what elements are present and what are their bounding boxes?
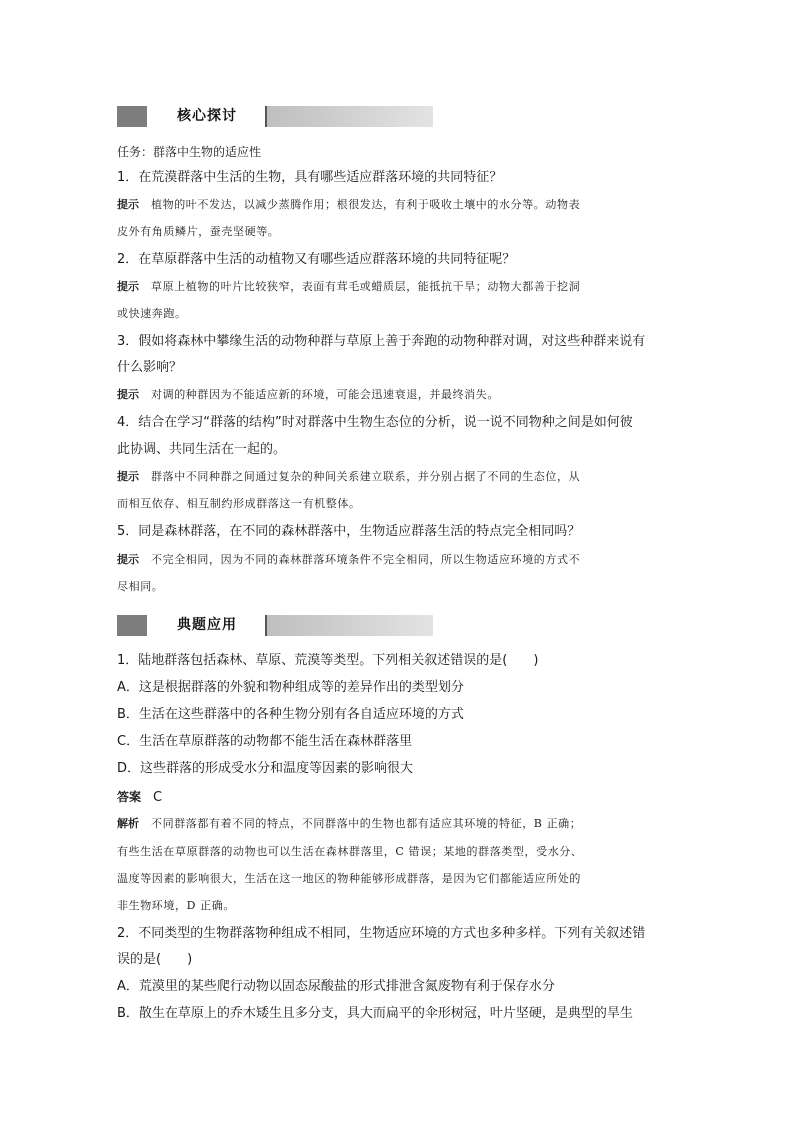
section-banner-application xyxy=(117,615,433,636)
analysis-line-3: 温度等因素的影响很大，生活在这一地区的物种能够形成群落，是因为它们都能适应所处的 xyxy=(117,872,581,885)
banner-accent xyxy=(117,615,147,636)
problem-1-option-b: B．生活在这些群落中的各种生物分别有各自适应环境的方式 xyxy=(117,707,464,722)
hint-label: 提示 xyxy=(117,280,139,293)
analysis-line-1: 解析 不同群落都有着不同的特点，不同群落中的生物也都有适应其环境的特征，B 正确； xyxy=(117,817,582,830)
hint-5-line-1: 提示 不完全相同，因为不同的森林群落环境条件不完全相同，所以生物适应环境的方式不 xyxy=(117,553,581,566)
problem-1-option-a: A．这是根据群落的外貌和物种组成等的差异作出的类型划分 xyxy=(117,680,464,695)
problem-2-option-a: A．荒漠里的某些爬行动物以固态尿酸盐的形式排泄含氮废物有利于保存水分 xyxy=(117,979,555,994)
answer-value: C xyxy=(153,790,163,805)
question-4-line-2: 此协调、共同生活在一起的。 xyxy=(117,442,287,457)
banner-accent xyxy=(117,106,147,127)
analysis-line-4: 非生物环境，D 正确。 xyxy=(117,899,235,912)
hint-1-line-1: 提示 植物的叶不发达，以减少蒸腾作用；根很发达，有利于吸收土壤中的水分等。动物表 xyxy=(117,198,581,211)
hint-5-line-2: 尽相同。 xyxy=(117,580,164,593)
question-4-line-1: 4．结合在学习“群落的结构”时对群落中生物生态位的分析，说一说不同物种之间是如何彼 xyxy=(117,415,633,430)
task-heading: 任务：群落中生物的适应性 xyxy=(117,145,262,159)
problem-1-stem: 1．陆地群落包括森林、草原、荒漠等类型。下列相关叙述错误的是( ) xyxy=(117,653,539,668)
hint-label: 提示 xyxy=(117,470,139,483)
section-title-core: 核心探讨 xyxy=(147,106,267,127)
problem-2-stem-line-2: 误的是( ) xyxy=(117,952,193,967)
problem-2-option-b: B．散生在草原上的乔木矮生且多分支，具大而扁平的伞形树冠，叶片坚硬，是典型的旱生 xyxy=(117,1006,633,1021)
problem-1-option-c: C．生活在草原群落的动物都不能生活在森林群落里 xyxy=(117,734,413,749)
problem-1-answer xyxy=(117,788,162,807)
hint-3-line-1: 提示 对调的种群因为不能适应新的环境，可能会迅速衰退，并最终消失。 xyxy=(117,388,499,401)
problem-2-stem-line-1: 2．不同类型的生物群落物种组成不相同，生物适应环境的方式也多种多样。下列有关叙述错 xyxy=(117,926,646,941)
answer-label: 答案 xyxy=(117,790,142,804)
hint-4-line-1: 提示 群落中不同种群之间通过复杂的种间关系建立联系，并分别占据了不同的生态位，从 xyxy=(117,470,581,483)
hint-1-line-2: 皮外有角质鳞片，蚕壳坚硬等。 xyxy=(117,225,280,238)
analysis-label: 解析 xyxy=(117,817,139,830)
question-3-line-1: 3．假如将森林中攀缘生活的动物种群与草原上善于奔跑的动物种群对调，对这些种群来说有 xyxy=(117,334,646,349)
question-3-line-2: 什么影响？ xyxy=(117,360,183,375)
hint-2-line-1: 提示 草原上植物的叶片比较狭窄，表面有茸毛或蜡质层，能抵抗干旱；动物大都善于挖洞 xyxy=(117,280,581,293)
hint-4-line-2: 而相互依存、相互制约形成群落这一有机整体。 xyxy=(117,497,361,510)
analysis-line-2: 有些生活在草原群落的动物也可以生活在森林群落里，C 错误；某地的群落类型，受水分、 xyxy=(117,845,583,858)
hint-label: 提示 xyxy=(117,198,139,211)
hint-label: 提示 xyxy=(117,388,139,401)
question-1: 1．在荒漠群落中生活的生物，具有哪些适应群落环境的共同特征？ xyxy=(117,170,503,185)
problem-1-option-d: D．这些群落的形成受水分和温度等因素的影响很大 xyxy=(117,761,414,776)
section-banner-core xyxy=(117,106,433,127)
hint-2-line-2: 或快速奔跑。 xyxy=(117,307,187,320)
question-2: 2．在草原群落中生活的动植物又有哪些适应群落环境的共同特征呢？ xyxy=(117,252,516,267)
section-title-application: 典题应用 xyxy=(147,615,267,636)
question-5: 5．同是森林群落，在不同的森林群落中，生物适应群落生活的特点完全相同吗？ xyxy=(117,524,581,539)
hint-label: 提示 xyxy=(117,553,139,566)
